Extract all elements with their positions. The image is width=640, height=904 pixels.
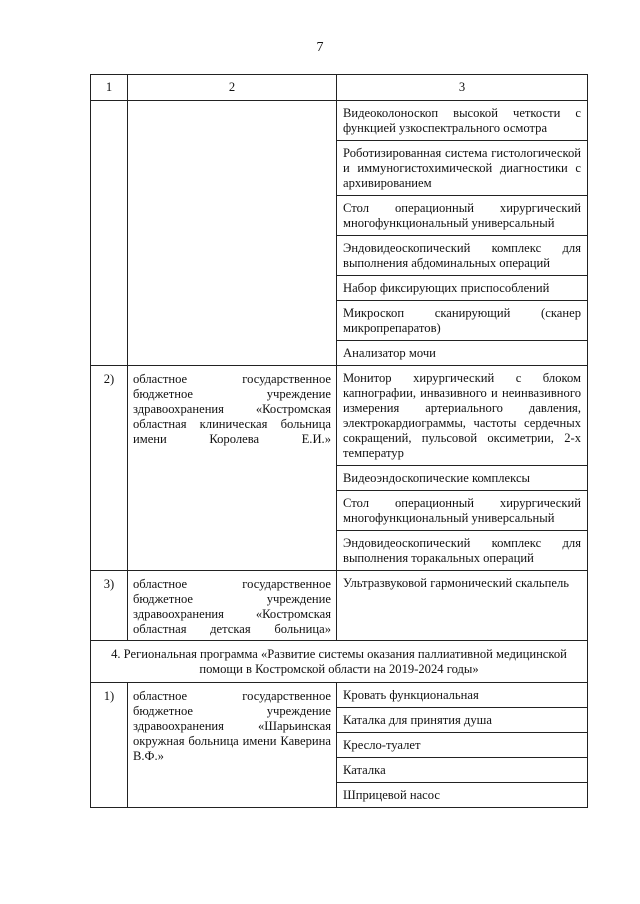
equipment-item: Кресло-туалет — [337, 733, 588, 758]
equipment-item: Ультразвуковой гармонический скальпель — [337, 571, 588, 641]
column-header: 1 — [91, 75, 128, 101]
row-number: 1) — [91, 683, 128, 808]
institution-name — [128, 101, 337, 366]
row-number — [91, 101, 128, 366]
row-number: 2) — [91, 366, 128, 571]
table-row — [91, 101, 588, 141]
institution-name: областное государственное бюджетное учреждение здравоохранения «Шарьинская окружная больница имени Каверина В.Ф.» — [128, 683, 337, 808]
equipment-item: Видеоэндоскопические комплексы — [337, 466, 588, 491]
equipment-item: Анализатор мочи — [337, 341, 588, 366]
equipment-item: Каталка — [337, 758, 588, 783]
section-title: 4. Региональная программа «Развитие системы оказания паллиативной медицинской помощи в Костромской области на 2019-2024 годы» — [91, 641, 588, 683]
equipment-item: Эндовидеоскопический комплекс для выполнения абдоминальных операций — [337, 236, 588, 276]
equipment-item: Эндовидеоскопический комплекс для выполнения торакальных операций — [337, 531, 588, 571]
table-row — [91, 683, 588, 708]
column-header: 2 — [128, 75, 337, 101]
equipment-item: Стол операционный хирургический многофункциональный универсальный — [337, 196, 588, 236]
page-number: 7 — [316, 40, 324, 55]
table-row — [91, 571, 588, 641]
equipment-item: Монитор хирургический с блоком капнографии, инвазивного и неинвазивного измерения артериального давления, электрокардиограммы, частоты сердечных сокращений, пульсовой оксиметрии, 2-х температур — [337, 366, 588, 466]
equipment-item: Роботизированная система гистологической и иммуногистохимической диагностики с архивированием — [337, 141, 588, 196]
table-header-row — [91, 75, 588, 101]
equipment-item: Шприцевой насос — [337, 783, 588, 808]
equipment-item: Микроскоп сканирующий (сканер микропрепаратов) — [337, 301, 588, 341]
equipment-item: Набор фиксирующих приспособлений — [337, 276, 588, 301]
equipment-item: Стол операционный хирургический многофункциональный универсальный — [337, 491, 588, 531]
column-header: 3 — [337, 75, 588, 101]
table-row — [91, 366, 588, 466]
equipment-item: Кровать функциональная — [337, 683, 588, 708]
equipment-table — [90, 74, 588, 808]
equipment-item: Каталка для принятия душа — [337, 708, 588, 733]
section-title-row — [91, 641, 588, 683]
row-number: 3) — [91, 571, 128, 641]
institution-name: областное государственное бюджетное учреждение здравоохранения «Костромская областная детская больница» — [128, 571, 337, 641]
equipment-item: Видеоколоноскоп высокой четкости с функцией узкоспектрального осмотра — [337, 101, 588, 141]
institution-name: областное государственное бюджетное учреждение здравоохранения «Костромская областная клиническая больница имени Королева Е.И.» — [128, 366, 337, 571]
